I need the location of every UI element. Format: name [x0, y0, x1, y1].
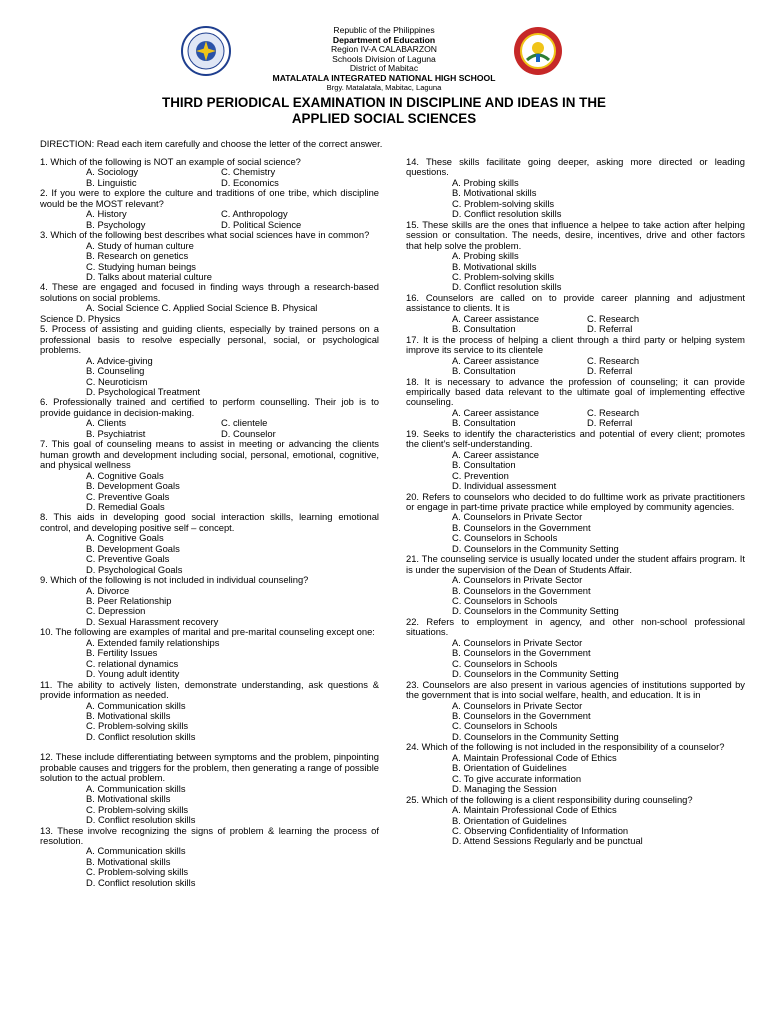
answer-option: A. Career assistance: [452, 406, 540, 418]
answer-option: D. Talks about material culture: [86, 270, 212, 282]
question-text: 24. Which of the following is not included in the responsibility of a counselor?: [406, 741, 725, 753]
answer-option: D. Referral: [587, 323, 633, 335]
answer-option: D. Counselors in the Community Setting: [452, 542, 619, 554]
question-text: 19. Seeks to identify the characteristics and potential of every client; promotes the client’s self-understanding.: [406, 427, 745, 450]
answer-option: B. Consultation: [452, 365, 516, 377]
question-text: 17. It is the process of helping a client through a third party or helping system improve its service to its clientele: [406, 333, 745, 356]
answer-option: C. Research: [587, 354, 640, 366]
question-text: 16. Counselors are called on to provide career planning and adjustment assistance to clients. It is: [406, 291, 745, 314]
answer-option: B. Counseling: [86, 365, 145, 377]
answer-option: C. Counselors in Schools: [452, 720, 558, 732]
answer-option: B. Counselors in the Government: [452, 584, 591, 596]
answer-option: C. Studying human beings: [86, 260, 196, 272]
exam-direction: DIRECTION: Read each item carefully and choose the letter of the correct answer.: [40, 138, 383, 149]
exam-title-line-1: THIRD PERIODICAL EXAMINATION IN DISCIPLINE AND IDEAS IN THE: [162, 95, 606, 110]
answer-option: D. Attend Sessions Regularly and be punctual: [452, 835, 643, 847]
answer-option: C. To give accurate information: [452, 772, 582, 784]
answer-option: C. clientele: [221, 417, 268, 429]
question-text: 11. The ability to actively listen, demonstrate understanding, ask questions & provide information as needed.: [40, 678, 379, 701]
question-text: 18. It is necessary to advance the profession of counseling; it can provide empirically based data relevant to the ultimate goal of implementing effective counseling.: [406, 375, 745, 408]
answer-option: B. Motivational skills: [86, 793, 171, 805]
question-text: 25. Which of the following is a client responsibility during counseling?: [406, 793, 693, 805]
answer-option: D. Sexual Harassment recovery: [86, 615, 219, 627]
answer-option: C. Preventive Goals: [86, 490, 170, 502]
answer-option: A. Counselors in Private Sector: [452, 511, 583, 523]
question-text: 14. These skills facilitate going deeper, asking more directed or leading questions.: [406, 156, 745, 178]
answer-option: C. Problem-solving skills: [452, 270, 555, 282]
answer-option: B. Consultation: [452, 459, 516, 471]
header-line-republic: Republic of the Philippines: [333, 25, 435, 35]
answer-option: A. Clients: [86, 417, 127, 429]
answer-option: B. Motivational skills: [86, 710, 171, 722]
header-line-region: Region IV-A CALABARZON: [330, 44, 438, 54]
answer-option: A. Divorce: [86, 584, 130, 596]
question-text: 8. This aids in developing good social interaction skills, learning emotional control, and developing positive self – concept.: [40, 511, 379, 533]
answer-option: B. Development Goals: [86, 542, 180, 554]
answer-option: D. Political Science: [221, 218, 302, 230]
answer-option: D. Conflict resolution skills: [452, 208, 562, 220]
answer-option: C. Observing Confidentiality of Information: [452, 825, 629, 836]
question-text: 23. Counselors are also present in various agencies of institutions supported by the government that is into social welfare, health, and education. It is in: [406, 678, 745, 701]
left-question-column: [40, 157, 379, 888]
answer-option: C. Chemistry: [221, 166, 276, 178]
school-seal-icon: [513, 26, 563, 76]
question-text: Science D. Physics: [40, 312, 121, 324]
answer-option: B. Orientation of Guidelines: [452, 762, 567, 774]
answer-option: D. Psychological Treatment: [86, 385, 201, 397]
answer-option: D. Conflict resolution skills: [452, 281, 562, 293]
exam-title-line-2: APPLIED SOCIAL SCIENCES: [291, 110, 477, 126]
answer-option: A. Advice-giving: [86, 354, 153, 366]
answer-option: B. Motivational skills: [452, 187, 537, 199]
answer-option: D. Conflict resolution skills: [86, 730, 196, 742]
answer-option: D. Counselors in the Community Setting: [452, 668, 619, 680]
answer-option: D. Counselors in the Community Setting: [452, 730, 619, 742]
question-text: 7. This goal of counseling means to assist in meeting or advancing the clients human growth and development including social, personal, emotional, cognitive, and physical wellness: [40, 438, 379, 471]
question-text: 20. Refers to counselors who decided to do fulltime work as private practitioners or engage in part-time private practice while employed by community agencies.: [406, 490, 745, 512]
header-line-division: Schools Division of Laguna: [332, 53, 436, 64]
answer-option: C. Preventive Goals: [86, 553, 170, 565]
answer-option: A. Probing skills: [452, 176, 519, 188]
answer-option: B. Counselors in the Government: [452, 521, 591, 533]
answer-option: A. Communication skills: [86, 845, 186, 857]
answer-option: A. Study of human culture: [86, 239, 194, 251]
answer-option: D. Counselor: [221, 427, 276, 439]
question-text: 3. Which of the following best describes what social sciences have in common?: [40, 229, 370, 241]
answer-option: D. Referral: [587, 417, 633, 429]
answer-option: A. History: [86, 208, 127, 220]
question-text: 4. These are engaged and focused in finding ways through a research-based solutions on social problems.: [40, 281, 379, 303]
answer-option: C. relational dynamics: [86, 657, 179, 669]
answer-option: B. Linguistic: [86, 176, 137, 188]
school-name: MATALATALA INTEGRATED NATIONAL HIGH SCHOOL: [272, 72, 496, 83]
header-line-department: Department of Education: [332, 34, 436, 45]
answer-option: B. Peer Relationship: [86, 595, 172, 607]
question-text: 6. Professionally trained and certified to perform counselling. Their job is to provide guidance in decision-making.: [40, 396, 379, 418]
answer-option: A. Probing skills: [452, 250, 519, 262]
answer-option: D. Conflict resolution skills: [86, 876, 196, 888]
answer-option: D. Remedial Goals: [86, 500, 165, 512]
answer-option: C. Counselors in Schools: [452, 532, 558, 544]
question-text: 2. If you were to explore the culture and traditions of one tribe, which discipline would be the MOST relevant?: [40, 187, 379, 209]
answer-option: B. Psychology: [86, 218, 146, 230]
answer-option: B. Research on genetics: [86, 250, 189, 262]
answer-option: A. Sociology: [86, 166, 139, 178]
answer-option: D. Managing the Session: [452, 783, 557, 795]
answer-option: C. Counselors in Schools: [452, 595, 558, 607]
answer-option: A. Maintain Professional Code of Ethics: [452, 751, 617, 763]
answer-option: B. Consultation: [452, 323, 516, 335]
answer-option: D. Conflict resolution skills: [86, 814, 196, 826]
answer-option: D. Counselors in the Community Setting: [452, 605, 619, 617]
answer-option: B. Counselors in the Government: [452, 647, 591, 659]
header-line-district: District of Mabitac: [349, 63, 419, 73]
answer-option: C. Neuroticism: [86, 375, 148, 387]
answer-option: A. Counselors in Private Sector: [452, 636, 583, 648]
answer-option: C. Research: [587, 312, 640, 324]
question-text: 1. Which of the following is NOT an example of social science?: [40, 156, 301, 167]
question-text: 9. Which of the following is not included in individual counseling?: [40, 574, 309, 586]
answer-option: A. Cognitive Goals: [86, 532, 164, 544]
school-address: Brgy. Matalatala, Mabitac, Laguna: [326, 83, 442, 92]
answer-option: A. Career assistance: [452, 354, 540, 366]
answer-option: A. Communication skills: [86, 782, 186, 794]
answer-option-row: [406, 366, 745, 376]
answer-option: C. Research: [587, 406, 640, 418]
question-text: 12. These include differentiating between symptoms and the problem, pinpointing probable causes and triggers for the problem, then generating a range of possible solution to the actual problem.: [40, 751, 379, 784]
answer-option: C. Counselors in Schools: [452, 657, 558, 669]
answer-option: D. Young adult identity: [86, 668, 180, 680]
question-text: 15. These skills are the ones that influence a helpee to take action after helping session or consultation. The needs, desire, incentives, drive and other factors that help solve the problem.: [406, 218, 745, 251]
answer-option: B. Counselors in the Government: [452, 710, 591, 722]
answer-option: A. Career assistance: [452, 312, 540, 324]
exam-title: [0, 95, 768, 126]
answer-option: D. Referral: [587, 365, 633, 377]
answer-option: B. Fertility Issues: [86, 647, 158, 659]
answer-option: D. Economics: [221, 176, 279, 188]
answer-option: A. Extended family relationships: [86, 636, 220, 648]
answer-option: C. Prevention: [452, 469, 509, 481]
answer-option: C. Problem-solving skills: [86, 866, 189, 878]
answer-option: A. Social Science C. Applied Social Science B. Physical: [86, 302, 318, 314]
answer-option: C. Problem-solving skills: [452, 197, 555, 209]
right-question-column: [406, 157, 745, 847]
answer-option: C. Problem-solving skills: [86, 720, 189, 732]
question-text: 13. These involve recognizing the signs of problem & learning the process of resolution.: [40, 824, 379, 846]
answer-option: C. Anthropology: [221, 208, 288, 220]
answer-option: B. Orientation of Guidelines: [452, 814, 567, 826]
answer-option: A. Cognitive Goals: [86, 469, 164, 481]
answer-option: A. Counselors in Private Sector: [452, 699, 583, 711]
answer-option: B. Motivational skills: [452, 260, 537, 272]
answer-option: C. Problem-solving skills: [86, 803, 189, 815]
school-header: [0, 26, 768, 93]
answer-option: A. Maintain Professional Code of Ethics: [452, 804, 617, 816]
answer-option: A. Communication skills: [86, 699, 186, 711]
answer-option: B. Consultation: [452, 417, 516, 429]
answer-option: A. Counselors in Private Sector: [452, 574, 583, 586]
answer-option: D. Psychological Goals: [86, 563, 183, 575]
answer-option: C. Depression: [86, 605, 146, 617]
question-text: 10. The following are examples of marital and pre-marital counseling except one:: [40, 626, 375, 638]
answer-option: B. Motivational skills: [86, 855, 171, 867]
answer-option: D. Individual assessment: [452, 480, 557, 492]
question-text: 21. The counseling service is usually located under the student affairs program. It is under the supervision of the Dean of Students Affair.: [406, 553, 745, 575]
question-text: 5. Process of assisting and guiding clients, especially by trained persons on a professional basis to resolve especially personal, social, or psychological problems.: [40, 323, 379, 356]
answer-option: A. Career assistance: [452, 448, 540, 460]
answer-option: B. Psychiatrist: [86, 427, 146, 439]
question-text: 22. Refers to employment in agency, and other non-school professional situations.: [406, 615, 745, 638]
answer-option: B. Development Goals: [86, 480, 180, 492]
